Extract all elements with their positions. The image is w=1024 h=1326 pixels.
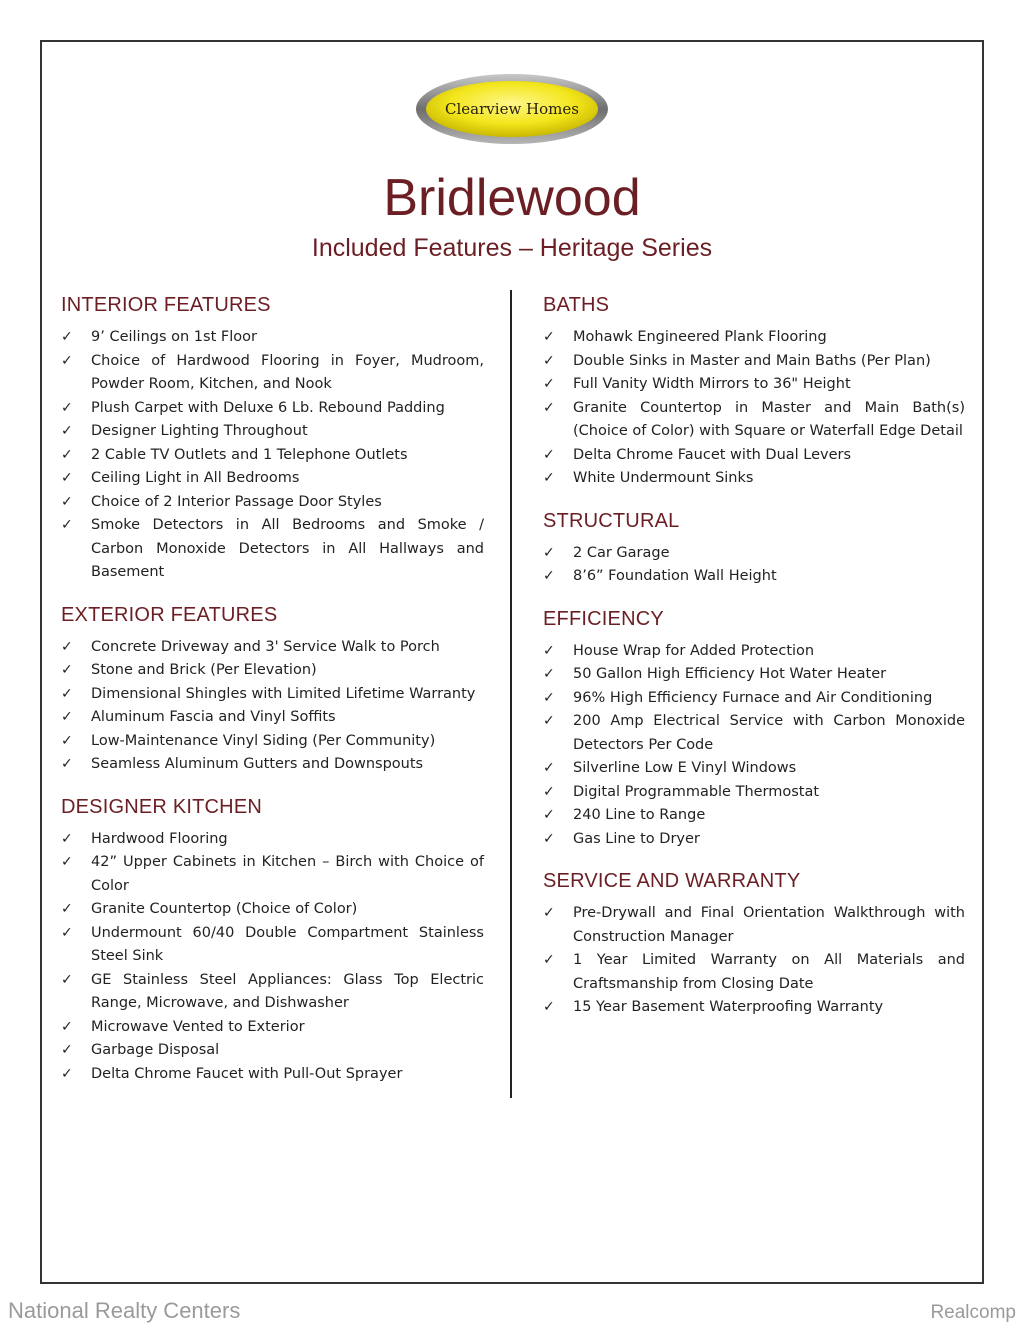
- feature-item-text: Dimensional Shingles with Limited Lifetime Warranty: [91, 685, 476, 702]
- checkmark-icon: ✓: [543, 666, 555, 682]
- feature-item-text: Stone and Brick (Per Elevation): [91, 662, 317, 678]
- section-heading: EXTERIOR FEATURES: [61, 603, 278, 626]
- feature-item: [61, 350, 484, 397]
- checkmark-icon: ✓: [543, 999, 555, 1015]
- feature-item: [61, 753, 484, 777]
- feature-item: [61, 851, 484, 898]
- checkmark-icon: ✓: [61, 638, 73, 655]
- feature-item: [61, 397, 484, 421]
- clearview-homes-logo: [414, 72, 610, 146]
- feature-section: [543, 608, 965, 852]
- feature-item-text: Concrete Driveway and 3' Service Walk to Porch: [91, 638, 440, 655]
- checkmark-icon: ✓: [543, 544, 555, 561]
- feature-item: [61, 828, 484, 852]
- checkmark-icon: ✓: [543, 568, 555, 584]
- checkmark-icon: ✓: [61, 732, 73, 749]
- feature-item-text: 9’ Ceilings on 1st Floor: [91, 329, 257, 345]
- feature-item-text: Full Vanity Width Mirrors to 36" Height: [573, 376, 851, 392]
- checkmark-icon: ✓: [543, 905, 555, 921]
- checkmark-icon: ✓: [61, 446, 73, 463]
- feature-item: [543, 757, 965, 781]
- right-column: [543, 294, 965, 1039]
- feature-list: [61, 828, 484, 1087]
- page-subtitle: Included Features – Heritage Series: [311, 234, 713, 262]
- feature-item-text: House Wrap for Added Protection: [573, 642, 815, 659]
- checkmark-icon: ✓: [543, 642, 555, 659]
- feature-item-text: Low-Maintenance Vinyl Siding (Per Community): [91, 732, 436, 749]
- checkmark-icon: ✓: [61, 830, 73, 847]
- feature-item: [543, 373, 965, 397]
- checkmark-icon: ✓: [61, 756, 73, 772]
- feature-list: [61, 326, 484, 585]
- feature-item: [61, 467, 484, 491]
- feature-item: [543, 710, 965, 757]
- feature-item: [61, 444, 484, 468]
- checkmark-icon: ✓: [61, 517, 73, 533]
- feature-item-text: Choice of 2 Interior Passage Door Styles: [91, 493, 382, 510]
- feature-section: [543, 510, 965, 589]
- feature-item-text: Granite Countertop (Choice of Color): [91, 901, 358, 917]
- checkmark-icon: ✓: [543, 830, 555, 847]
- checkmark-icon: ✓: [543, 329, 555, 345]
- feature-list: [543, 542, 965, 589]
- feature-item-text: 240 Line to Range: [573, 807, 706, 823]
- feature-item-text: Pre-Drywall and Final Orientation Walkthrough with Construction Manager: [573, 905, 965, 945]
- feature-item-text: 96% High Efficiency Furnace and Air Conditioning: [573, 689, 933, 706]
- feature-item: [61, 491, 484, 515]
- feature-item: [543, 326, 965, 350]
- feature-item: [61, 659, 484, 683]
- feature-section: [61, 796, 484, 1087]
- checkmark-icon: ✓: [543, 399, 555, 416]
- feature-item: [543, 640, 965, 664]
- checkmark-icon: ✓: [61, 709, 73, 725]
- feature-item: [543, 663, 965, 687]
- feature-item: [61, 1063, 484, 1087]
- feature-item-text: Granite Countertop in Master and Main Bath(s) (Choice of Color) with Square or Waterfall Edge Detail: [573, 399, 965, 439]
- checkmark-icon: ✓: [61, 352, 73, 369]
- feature-item-text: Digital Programmable Thermostat: [573, 783, 820, 800]
- checkmark-icon: ✓: [543, 352, 555, 369]
- feature-item: [543, 902, 965, 949]
- checkmark-icon: ✓: [543, 807, 555, 823]
- feature-item: [61, 636, 484, 660]
- feature-item-text: Delta Chrome Faucet with Dual Levers: [573, 446, 852, 463]
- feature-item-text: 42” Upper Cabinets in Kitchen – Birch with Choice of Color: [91, 854, 484, 894]
- checkmark-icon: ✓: [543, 952, 555, 968]
- section-heading: DESIGNER KITCHEN: [61, 795, 263, 818]
- feature-item-text: Microwave Vented to Exterior: [91, 1018, 305, 1035]
- feature-section: [543, 870, 965, 1020]
- section-heading: SERVICE AND WARRANTY: [543, 870, 801, 892]
- checkmark-icon: ✓: [61, 662, 73, 678]
- feature-item: [61, 514, 484, 585]
- feature-item: [543, 542, 965, 566]
- section-heading: STRUCTURAL: [543, 509, 680, 532]
- checkmark-icon: ✓: [61, 329, 73, 345]
- feature-list: [543, 326, 965, 491]
- feature-item-text: Double Sinks in Master and Main Baths (Per Plan): [573, 352, 931, 369]
- page-title: Bridlewood: [383, 169, 641, 227]
- feature-item-text: 2 Car Garage: [573, 544, 670, 561]
- feature-item: [61, 420, 484, 444]
- section-heading: INTERIOR FEATURES: [61, 294, 271, 316]
- feature-item-text: Hardwood Flooring: [91, 830, 228, 847]
- feature-item: [543, 687, 965, 711]
- feature-item-text: Undermount 60/40 Double Compartment Stainless Steel Sink: [91, 924, 484, 964]
- feature-item-text: 200 Amp Electrical Service with Carbon Monoxide Detectors Per Code: [573, 713, 965, 753]
- checkmark-icon: ✓: [61, 493, 73, 510]
- checkmark-icon: ✓: [61, 399, 73, 416]
- feature-item-text: Choice of Hardwood Flooring in Foyer, Mudroom, Powder Room, Kitchen, and Nook: [91, 352, 484, 392]
- feature-item: [543, 397, 965, 444]
- checkmark-icon: ✓: [543, 446, 555, 463]
- feature-item: [543, 565, 965, 589]
- checkmark-icon: ✓: [543, 760, 555, 776]
- feature-item: [543, 949, 965, 996]
- left-column: [61, 294, 484, 1105]
- feature-item: [61, 898, 484, 922]
- checkmark-icon: ✓: [61, 901, 73, 917]
- checkmark-icon: ✓: [61, 470, 73, 486]
- feature-item: [61, 1016, 484, 1040]
- checkmark-icon: ✓: [61, 854, 73, 870]
- feature-item-text: 1 Year Limited Warranty on All Materials and Craftsmanship from Closing Date: [573, 952, 965, 992]
- checkmark-icon: ✓: [61, 685, 73, 702]
- feature-section: [61, 604, 484, 777]
- footer-brokerage: National Realty Centers: [8, 1298, 241, 1323]
- feature-item: [61, 969, 484, 1016]
- checkmark-icon: ✓: [61, 423, 73, 439]
- feature-item-text: Smoke Detectors in All Bedrooms and Smoke / Carbon Monoxide Detectors in All Hallways and Basement: [91, 517, 484, 580]
- feature-item: [543, 444, 965, 468]
- feature-item-text: Ceiling Light in All Bedrooms: [91, 470, 300, 486]
- feature-item: [61, 706, 484, 730]
- logo-text: Clearview Homes: [445, 100, 579, 118]
- feature-item: [543, 828, 965, 852]
- feature-section: [61, 294, 484, 585]
- feature-item: [543, 996, 965, 1020]
- feature-item: [543, 781, 965, 805]
- feature-item-text: 15 Year Basement Waterproofing Warranty: [573, 999, 884, 1015]
- feature-item-text: Designer Lighting Throughout: [91, 423, 308, 439]
- feature-item-text: Delta Chrome Faucet with Pull-Out Sprayer: [91, 1065, 403, 1082]
- checkmark-icon: ✓: [543, 689, 555, 706]
- checkmark-icon: ✓: [543, 470, 555, 486]
- feature-item: [543, 804, 965, 828]
- column-divider: [510, 290, 512, 1098]
- feature-item-text: Silverline Low E Vinyl Windows: [573, 760, 797, 776]
- checkmark-icon: ✓: [61, 971, 73, 988]
- feature-item: [543, 350, 965, 374]
- feature-item-text: 2 Cable TV Outlets and 1 Telephone Outlets: [91, 446, 408, 463]
- feature-list: [543, 640, 965, 852]
- checkmark-icon: ✓: [543, 376, 555, 392]
- feature-item: [61, 1039, 484, 1063]
- feature-item-text: Plush Carpet with Deluxe 6 Lb. Rebound Padding: [91, 399, 445, 416]
- feature-item: [61, 922, 484, 969]
- feature-item-text: 50 Gallon High Efficiency Hot Water Heater: [573, 666, 887, 682]
- feature-item-text: Aluminum Fascia and Vinyl Soffits: [91, 709, 336, 725]
- feature-item: [543, 467, 965, 491]
- feature-item-text: GE Stainless Steel Appliances: Glass Top Electric Range, Microwave, and Dishwasher: [91, 971, 484, 1011]
- feature-item-text: Gas Line to Dryer: [573, 830, 700, 847]
- feature-item: [61, 326, 484, 350]
- checkmark-icon: ✓: [543, 713, 555, 729]
- checkmark-icon: ✓: [61, 1018, 73, 1035]
- section-heading: EFFICIENCY: [543, 607, 664, 630]
- checkmark-icon: ✓: [61, 1065, 73, 1082]
- feature-section: [543, 294, 965, 491]
- feature-item-text: 8’6” Foundation Wall Height: [573, 568, 777, 584]
- checkmark-icon: ✓: [543, 783, 555, 800]
- feature-list: [543, 902, 965, 1020]
- checkmark-icon: ✓: [61, 1042, 73, 1058]
- feature-item: [61, 683, 484, 707]
- section-heading: BATHS: [543, 294, 610, 316]
- feature-item-text: White Undermount Sinks: [573, 470, 754, 486]
- footer-source: Realcomp: [930, 1302, 1016, 1323]
- feature-item-text: Garbage Disposal: [91, 1042, 220, 1058]
- feature-item: [61, 730, 484, 754]
- feature-list: [61, 636, 484, 777]
- feature-item-text: Mohawk Engineered Plank Flooring: [573, 329, 827, 345]
- checkmark-icon: ✓: [61, 924, 73, 941]
- feature-item-text: Seamless Aluminum Gutters and Downspouts: [91, 756, 424, 772]
